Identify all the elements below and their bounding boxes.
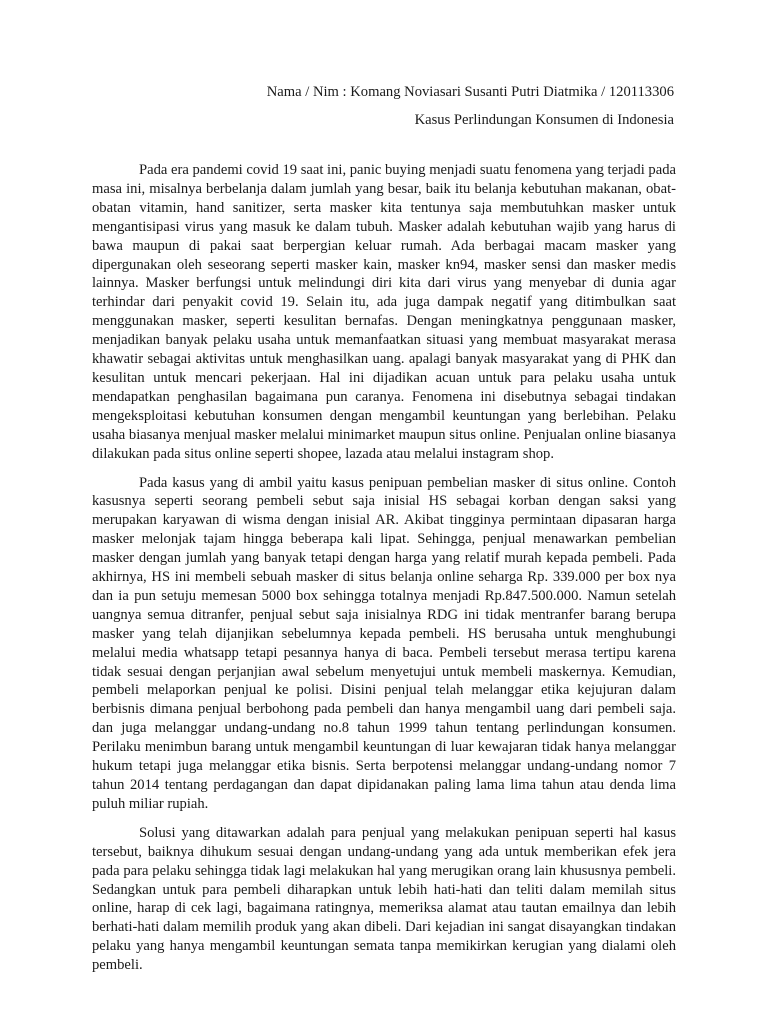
document-title: Kasus Perlindungan Konsumen di Indonesia — [414, 112, 674, 128]
paragraph-intro: Pada era pandemi covid 19 saat ini, panic buying menjadi suatu fenomena yang terjadi pada masa ini, misalnya berbelanja dalam jumlah yang besar, baik itu belanja kebutuhan makanan, obat-obatan vitamin, hand sanitizer, serta masker kita tentunya saja membutuhkan masker untuk mengantisipasi virus yang masuk ke dalam tubuh. Masker adalah kebutuhan wajib yang harus di bawa maupun di pakai saat berpergian keluar rumah. Ada berbagai macam masker yang dipergunakan oleh seseorang seperti masker kain, masker kn94, masker sensi dan masker medis lainnya. Masker berfungsi untuk melindungi diri kita dari virus yang menyebar di dunia agar terhindar dari penyakit covid 19. Selain itu, ada juga dampak negatif yang ditimbulkan saat menggunakan masker, seperti kesulitan bernafas. Dengan meningkatnya penggunaan masker, menjadikan banyak pelaku usaha untuk memanfaatkan situasi yang membuat masyarakat merasa khawatir sebagai aktivitas untuk menghasilkan uang. apalagi banyak masyarakat yang di PHK dan kesulitan untuk mencari pekerjaan. Hal ini dijadikan acuan untuk para pelaku usaha untuk mendapatkan penghasilan bagaimana pun caranya. Fenomena ini disebutnya sebagai tindakan mengeksploitasi kebutuhan konsumen dengan mengambil keuntungan yang berlebihan. Pelaku usaha biasanya menjual masker melalui minimarket maupun situs online. Penjualan online biasanya dilakukan pada situs online seperti shopee, lazada atau melalui instagram shop. — [92, 162, 676, 462]
paragraph-solution: Solusi yang ditawarkan adalah para penjual yang melakukan penipuan seperti hal kasus tersebut, baiknya dihukum sesuai dengan undang-undang yang ada untuk memberikan efek jera pada para pelaku sehingga tidak lagi melakukan hal yang merugikan orang lain khususnya pembeli. Sedangkan untuk para pembeli diharapkan untuk lebih hati-hati dan teliti dalam memilah situs online, harap di cek lagi, bagaimana ratingnya, memeriksa alamat atau tautan emailnya dan lebih berhati-hati dalam memilih produk yang akan dibeli. Dari kejadian ini sangat disayangkan tindakan pelaku yang hanya mengambil keuntungan semata tanpa memikirkan kerugian yang dialami oleh pembeli. — [92, 824, 676, 974]
author-name-nim: Nama / Nim : Komang Noviasari Susanti Putri Diatmika / 120113306 — [266, 84, 674, 100]
paragraph-case: Pada kasus yang di ambil yaitu kasus penipuan pembelian masker di situs online. Contoh kasusnya seperti seorang pembeli sebut saja inisial HS sebagai korban dengan saksi yang merupakan karyawan di wisma dengan inisial AR. Akibat tingginya permintaan dipasaran harga masker melonjak tajam hingga beberapa kali lipat. Sehingga, penjual menawarkan pembelian masker dengan jumlah yang banyak tetapi dengan harga yang relatif murah kepada pembeli. Pada akhirnya, HS ini membeli sebuah masker di situs belanja online seharga Rp. 339.000 per box nya dan ia pun setuju memesan 5000 box sehingga totalnya menjadi Rp.847.500.000. Namun setelah uangnya semua ditranfer, penjual sebut saja inisialnya RDG ini tidak mentranfer barang berupa masker yang telah dijanjikan sebelumnya kepada pembeli. HS berusaha untuk menghubungi melalui media whatsapp tetapi pesannya hanya di baca. Pembeli tersebut merasa tertipu karena tidak sesuai dengan perjanjian awal sebelum menyetujui untuk membeli maskernya. Kemudian, pembeli melaporkan penjual ke polisi. Disini penjual telah melanggar etika kejujuran dalam berbisnis dimana penjual berbohong pada pembeli dan hanya mengambil uang dari pembeli saja. dan juga melanggar undang-undang no.8 tahun 1999 tahun tentang perlindungan konsumen. Perilaku menimbun barang untuk mengambil keuntungan di luar kewajaran tidak hanya melanggar hukum tetapi juga melanggar etika bisnis. Serta berpotensi melanggar undang-undang nomor 7 tahun 2014 tentang perdagangan dan dapat dipidanakan paling lama lima tahun atau denda lima puluh miliar rupiah. — [92, 474, 676, 812]
document-body — [92, 161, 676, 985]
